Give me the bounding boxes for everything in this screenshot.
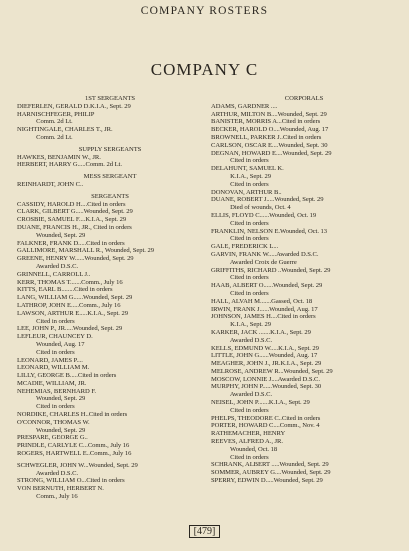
roster-entry: HERBERT, HARRY G.....Comm. 2d Lt. [17, 161, 122, 169]
roster-entry: DELAHUNT, SAMUEL K. [211, 165, 284, 173]
roster-entry: Cited in orders [211, 219, 269, 227]
roster-entry: REEVES, ALFRED A., JR. [211, 438, 283, 446]
roster-entry: LITTLE, JOHN G......Wounded, Aug. 17 [211, 352, 318, 360]
roster-entry: Wounded, Sept. 29 [17, 426, 86, 434]
roster-entry: Wounded, Sept. 29 [17, 395, 86, 403]
roster-entry: Cited in orders [211, 235, 269, 243]
roster-entry: MURPHY, JOHN P......Wounded, Sept. 30 [211, 383, 322, 391]
roster-entry: PRESPARE, GEORGE G.. [17, 434, 88, 442]
right-roster-column [211, 95, 397, 485]
roster-entry: Awarded D.S.C. [17, 469, 79, 477]
roster-entry: PORTER, HOWARD C....Comm., Nov. 4 [211, 422, 320, 430]
roster-entry: CROSBIE, SAMUEL F....K.I.A., Sept. 29 [17, 216, 127, 224]
roster-entry: K.I.A., Sept. 29 [211, 321, 271, 329]
left-roster-column [17, 95, 203, 501]
roster-entry: DONOVAN, ARTHUR B.. [211, 188, 282, 196]
page-title: COMPANY C [150, 60, 259, 79]
page-number: [479] [189, 525, 221, 538]
roster-entry: Cited in orders [17, 317, 75, 325]
roster-entry: DUANE, ROBERT J.....Wounded, Sept. 29 [211, 196, 324, 204]
roster-entry: Comm. 2d Lt. [17, 118, 73, 126]
roster-entry: GRIFFITHS, RICHARD ..Wounded, Sept. 29 [211, 266, 331, 274]
roster-entry: PRINDLE, CARLYLE C...Comm., July 16 [17, 442, 130, 450]
roster-entry: Wounded, Oct. 18 [211, 445, 278, 453]
roster-entry: GALE, FREDERICK L... [211, 243, 279, 251]
roster-entry: Awarded Croix de Guerre [211, 258, 297, 266]
roster-entry: RATHEMACHER, HENRY [211, 430, 286, 438]
roster-entry: MCADIE, WILLIAM, JR. [17, 379, 87, 387]
roster-entry: Cited in orders [211, 274, 269, 282]
roster-entry: CLARK, GILBERT G.....Wounded, Sept. 29 [17, 208, 133, 216]
roster-entry: Wounded, Sept. 29 [17, 231, 86, 239]
roster-entry: SOMMER, AUBREY G....Wounded, Sept. 29 [211, 469, 331, 477]
roster-entry: CARLSON, OSCAR E....Wounded, Sept. 30 [211, 141, 328, 149]
roster-entry: ARTHUR, MILTON B....Wounded, Sept. 29 [211, 110, 327, 118]
roster-entry: BROWNELL, PARKER J..Cited in orders [211, 133, 322, 141]
roster-entry: NIGHTINGALE, CHARLES T., JR. [17, 126, 113, 134]
roster-entry: BECKER, HAROLD O....Wounded, Aug. 17 [211, 126, 329, 134]
roster-entry: KARKER, JACK .......K.I.A., Sept. 29 [211, 328, 311, 336]
roster-entry: LANG, WILLIAM G......Wounded, Sept. 29 [17, 294, 133, 302]
roster-entry: LILLY, GEORGE B.....Cited in orders [17, 372, 117, 380]
roster-entry: Cited in orders [211, 180, 269, 188]
running-head: COMPANY ROSTERS [140, 5, 269, 17]
roster-entry: Cited in orders [17, 348, 75, 356]
roster-entry: MOSCOW, LONNIE J....Awarded D.S.C. [211, 375, 320, 383]
roster-entry: HAAB, ALBERT O......Wounded, Sept. 29 [211, 282, 323, 290]
roster-entry: NORDIKE, CHARLES H..Cited in orders [17, 411, 128, 419]
roster-entry: GARVIN, FRANK W.....Awarded D.S.C. [211, 250, 319, 258]
roster-entry: JOHNSON, JAMES H....Cited in orders [211, 313, 316, 321]
roster-entry: DUANE, FRANCIS H., JR., Cited in orders [17, 223, 132, 231]
roster-entry: GREENE, HENRY W......Wounded, Sept. 29 [17, 255, 134, 263]
roster-entry: LEONARD, WILLIAM M. [17, 364, 90, 372]
roster-entry: Awarded D.S.C. [17, 262, 79, 270]
roster-entry: SCHRANK, ALBERT .....Wounded, Sept. 29 [211, 461, 329, 469]
roster-entry: KERR, THOMAS T.......Comm., July 16 [17, 278, 123, 286]
roster-entry: LEE, JOHN P., JR.....Wounded, Sept. 29 [17, 325, 123, 333]
rank-heading: SUPPLY SERGEANTS [78, 145, 142, 153]
roster-entry: DEGNAN, HOWARD E....Wounded, Sept. 29 [211, 149, 332, 157]
roster-entry: NEISEL, JOHN P.......K.I.A., Sept. 29 [211, 399, 310, 407]
roster-entry: Cited in orders [211, 406, 269, 414]
roster-entry: PHELPS, THEODORE C..Cited in orders [211, 414, 321, 422]
roster-entry: HAWKES, BENJAMIN W., JR. [17, 153, 101, 161]
roster-entry: BANISTER, MORRIS A...Cited in orders [211, 118, 321, 126]
roster-entry: Died of wounds, Oct. 4 [211, 204, 291, 212]
roster-entry: ROGERS, HARTWELL E..Comm., July 16 [17, 450, 132, 458]
roster-entry: STRONG, WILLIAM O...Cited in orders [17, 477, 125, 485]
roster-entry: KELLS, EDMUND W.....K.I.A., Sept. 29 [211, 344, 319, 352]
roster-entry: HARNISCHFEGER, PHILIP [17, 110, 95, 118]
rank-heading: SERGEANTS [91, 192, 129, 200]
roster-entry: GRINNELL, CARROLL J.. [17, 270, 91, 278]
roster-entry: DIEFERLEN, GERALD D.K.I.A., Sept. 29 [17, 102, 131, 110]
roster-entry: HALL, ALVAH M.......Gassed, Oct. 18 [211, 297, 313, 305]
roster-entry: Cited in orders [211, 157, 269, 165]
roster-entry: GALLIMORE, MARSHALL R., Wounded, Sept. 29 [17, 247, 154, 255]
roster-entry: ADAMS, GARDNER .... [211, 102, 278, 110]
roster-entry: Comm., July 16 [17, 493, 78, 501]
roster-entry: K.I.A., Sept. 29 [211, 172, 271, 180]
roster-entry: SPERRY, EDWIN D.....Wounded, Sept. 29 [211, 477, 323, 485]
roster-entry: Awarded D.S.C. [211, 391, 273, 399]
rank-heading: MESS SERGEANT [83, 173, 137, 181]
roster-entry: NEHEMIAS, BERNHARD F. [17, 387, 97, 395]
roster-entry: KITTS, EARL B........Cited in orders [17, 286, 113, 294]
roster-entry: Cited in orders [17, 403, 75, 411]
rank-heading: 1ST SERGEANTS [85, 95, 135, 102]
roster-entry: FALKNER, FRANK D.....Cited in orders [17, 239, 125, 247]
roster-entry: REINHARDT, JOHN C.. [17, 180, 84, 188]
roster-entry: LAWSON, ARTHUR E.....K.I.A., Sept. 29 [17, 309, 128, 317]
roster-entry: VON BERNUTH, HERBERT N. [17, 485, 104, 493]
page-number-footer [0, 526, 409, 537]
roster-entry: Comm. 2d Lt. [17, 133, 73, 141]
roster-entry: FRANKLIN, NELSON E.Wounded, Oct. 13 [211, 227, 328, 235]
roster-entry: MEAGHER, JOHN J., JR.K.I.A., Sept. 29 [211, 360, 322, 368]
roster-entry: IRWIN, FRANK J......Wounded, Aug. 17 [211, 305, 318, 313]
roster-entry: LATHROP, JOHN E.....Comm., July 16 [17, 301, 121, 309]
roster-entry: LEFLEUR, CHAUNCEY D. [17, 333, 93, 341]
roster-entry: ELLIS, FLOYD C......Wounded, Oct. 19 [211, 211, 317, 219]
roster-entry: MELROSE, ANDREW R...Wounded, Sept. 29 [211, 367, 333, 375]
roster-entry: LEONARD, JAMES P.... [17, 356, 83, 364]
rank-heading: CORPORALS [284, 95, 324, 102]
roster-entry: Cited in orders [211, 453, 269, 461]
roster-entry: CASSIDY, HAROLD H....Cited in orders [17, 200, 126, 208]
roster-entry: Awarded D.S.C. [211, 336, 273, 344]
roster-entry: Cited in orders [211, 289, 269, 297]
roster-entry: Wounded, Aug. 17 [17, 340, 85, 348]
roster-entry: O'CONNOR, THOMAS W. [17, 418, 90, 426]
roster-entry: SCHWEGLER, JOHN W...Wounded, Sept. 29 [17, 461, 138, 469]
